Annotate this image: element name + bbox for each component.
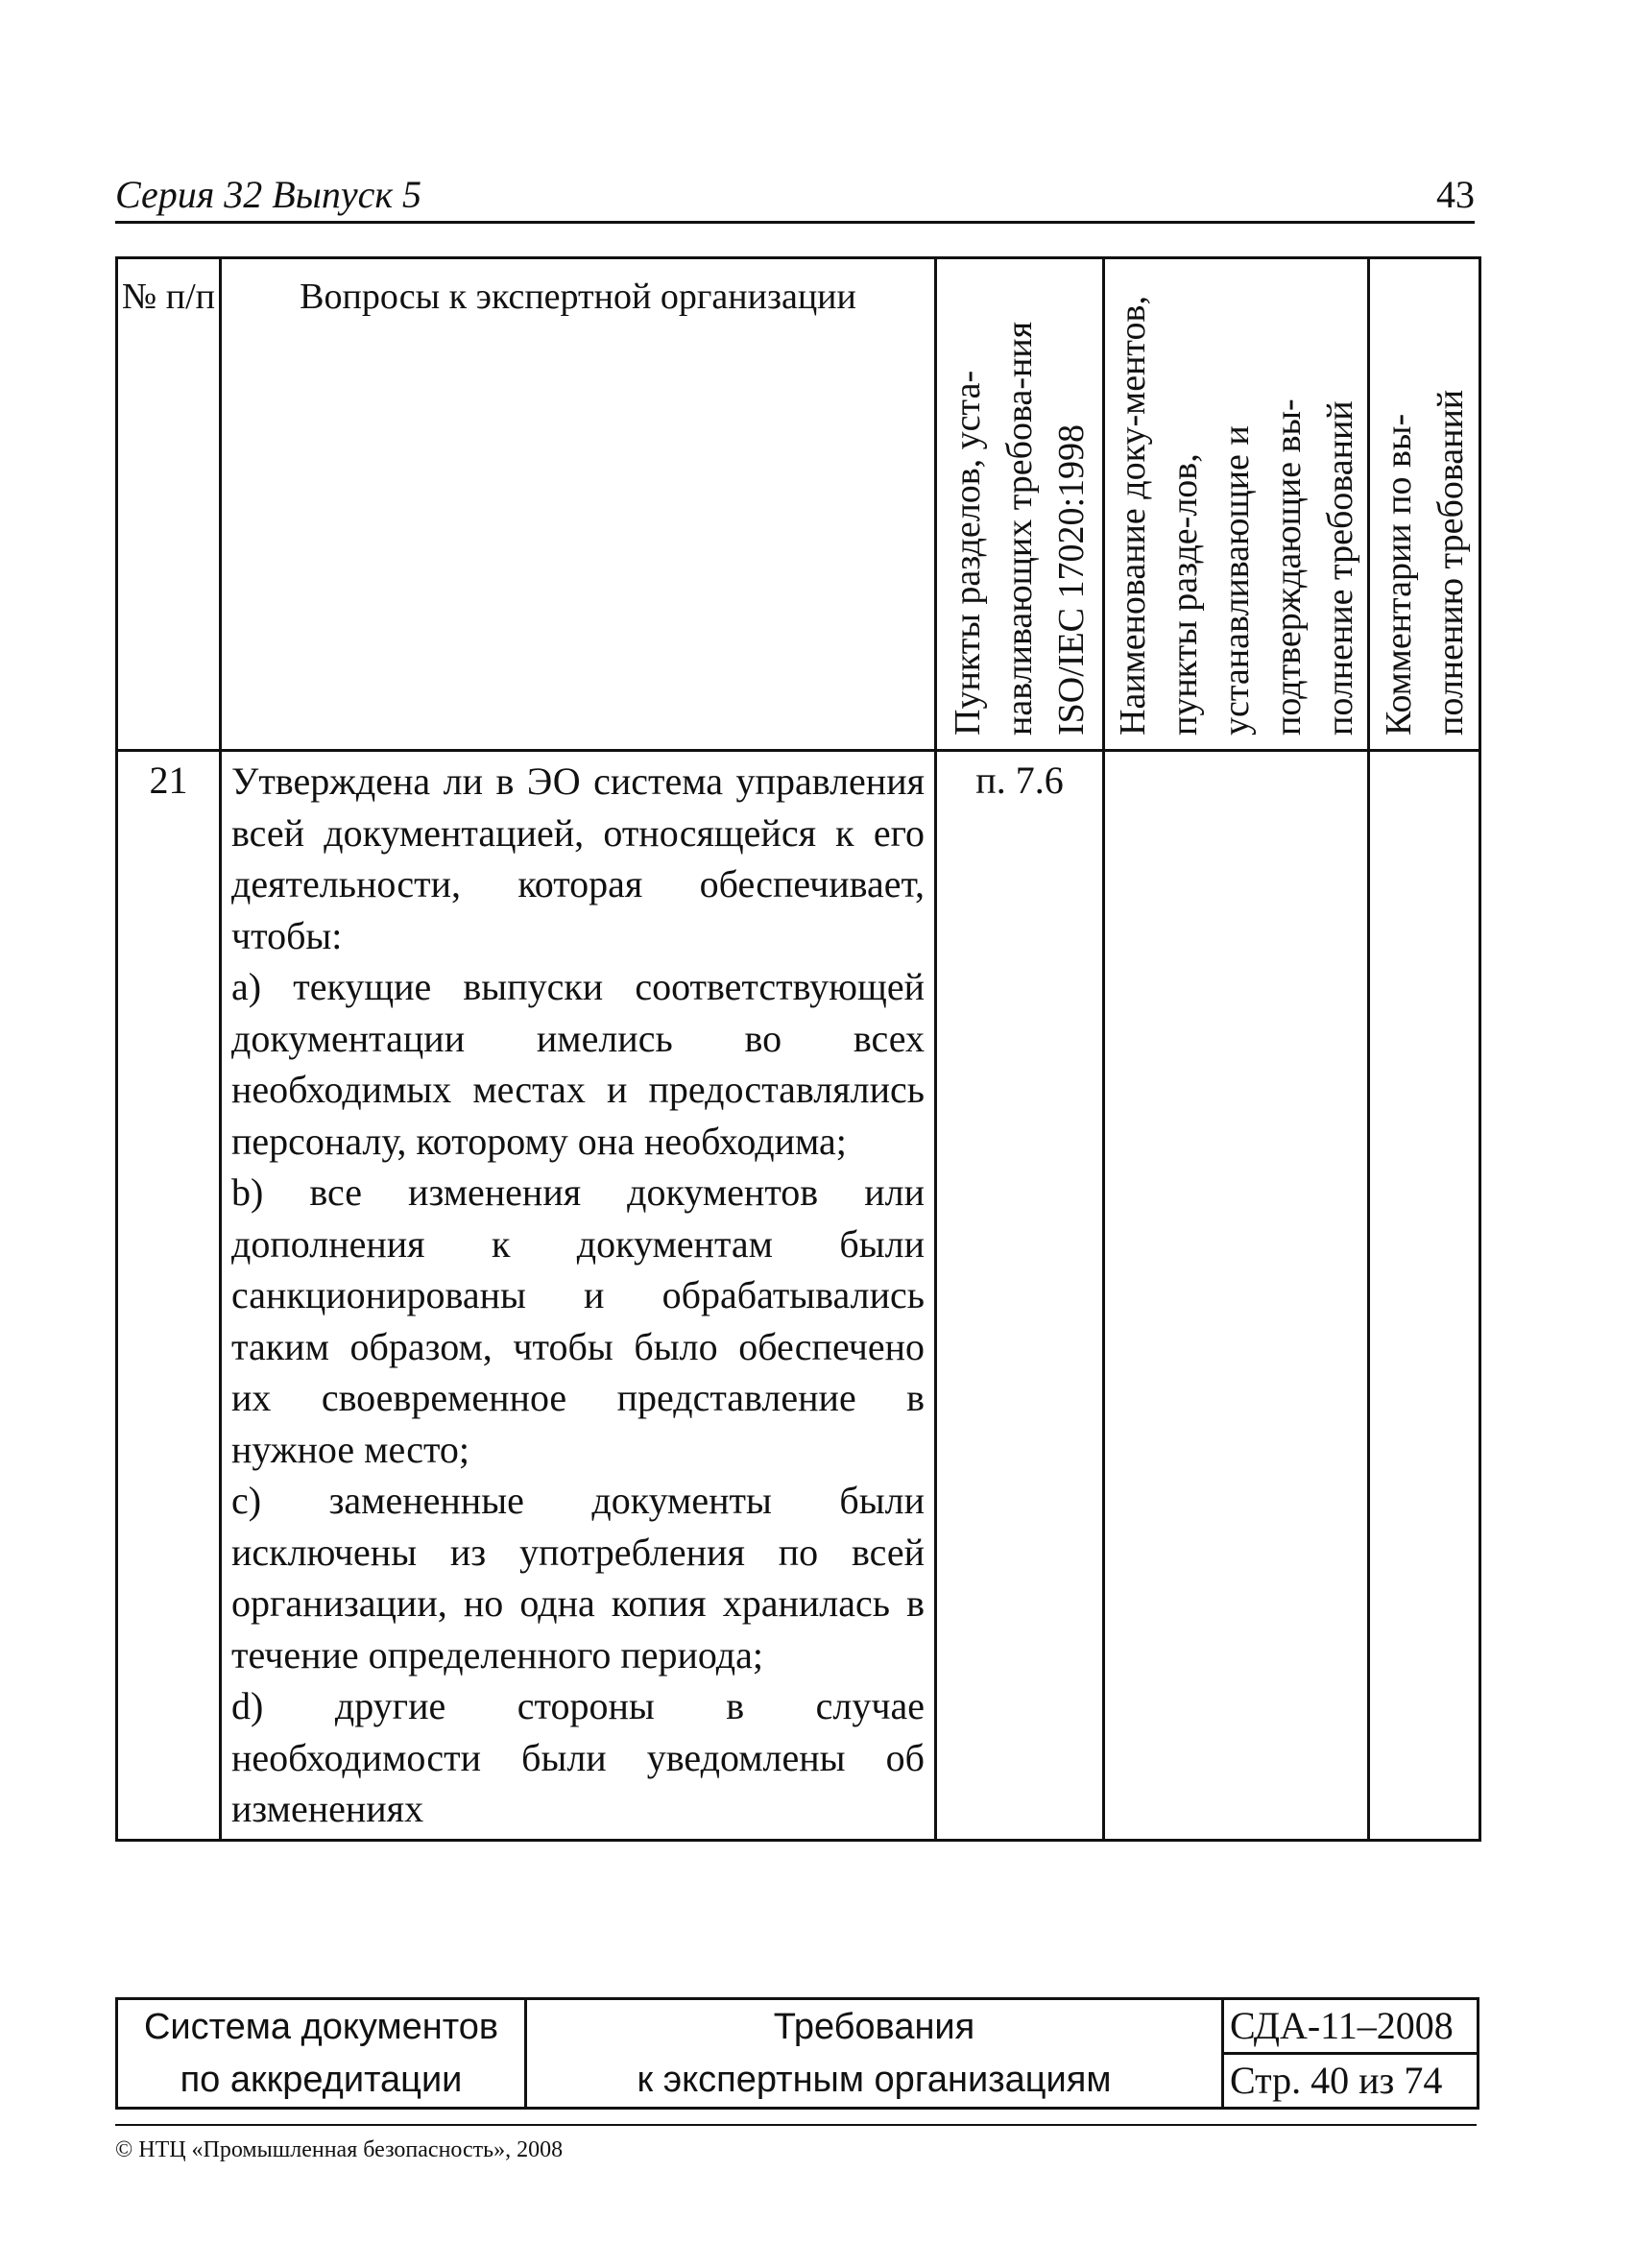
footer-title-line1: Требования bbox=[526, 1999, 1223, 2054]
row-reference: п. 7.6 bbox=[936, 751, 1104, 1841]
column-header-iso-clauses-text: Пункты разделов, уста-навливающих требова-ния ISO/IEC 17020:1998 bbox=[948, 321, 1092, 736]
question-item-b: b) все изменения документов или дополнения к документам были санкционированы и обрабатывались таким образом, чтобы было обеспечено их своевременное представление в нужное место; bbox=[231, 1170, 925, 1471]
column-header-documents bbox=[1104, 258, 1369, 751]
page-header bbox=[115, 173, 1475, 224]
column-header-comments-text: Комментарии по вы-полнению требований bbox=[1378, 389, 1471, 736]
footer-page-count: Стр. 40 из 74 bbox=[1223, 2054, 1479, 2109]
footer-divider bbox=[115, 2124, 1477, 2126]
footer-doc-code: СДА-11–2008 bbox=[1223, 1999, 1479, 2054]
footer-title-line2: к экспертным организациям bbox=[526, 2054, 1223, 2109]
copyright-notice: © НТЦ «Промышленная безопасность», 2008 bbox=[115, 2137, 564, 2162]
column-header-question: Вопросы к экспертной организации bbox=[221, 258, 936, 751]
question-item-c: c) замененные документы были исключены из употребления по всей организации, но одна копия хранилась в течение определенного периода; bbox=[231, 1479, 925, 1677]
column-header-documents-text: Наименование доку-ментов, пункты разде-лов, устанавливающие и подтверждающие вы-полнение требований bbox=[1112, 296, 1360, 736]
table-header-row bbox=[117, 258, 1480, 751]
column-header-iso-clauses bbox=[936, 258, 1104, 751]
row-documents bbox=[1104, 751, 1369, 1841]
footer-row-2 bbox=[117, 2054, 1479, 2109]
column-header-comments bbox=[1369, 258, 1480, 751]
question-item-a: a) текущие выпуски соответствующей документации имелись во всех необходимых местах и предоставлялись персоналу, которому она необходима; bbox=[231, 965, 925, 1163]
row-question bbox=[221, 751, 936, 1841]
footer-system-line2: по аккредитации bbox=[117, 2054, 526, 2109]
column-header-number: № п/п bbox=[117, 258, 221, 751]
footer-system-line1: Система документов bbox=[117, 1999, 526, 2054]
series-title: Серия 32 Выпуск 5 bbox=[115, 173, 422, 216]
row-comments bbox=[1369, 751, 1480, 1841]
question-item-d: d) другие стороны в случае необходимости были уведомлены об изменениях bbox=[231, 1684, 925, 1830]
question-intro: Утверждена ли в ЭО система управления всей документацией, относящейся к его деятельности, которая обеспечивает, чтобы: bbox=[231, 760, 925, 957]
document-footer-table bbox=[115, 1997, 1479, 2110]
row-number: 21 bbox=[117, 751, 221, 1841]
table-row bbox=[117, 751, 1480, 1841]
page-number: 43 bbox=[1436, 173, 1475, 216]
requirements-table bbox=[115, 256, 1481, 1842]
footer-row-1 bbox=[117, 1999, 1479, 2054]
